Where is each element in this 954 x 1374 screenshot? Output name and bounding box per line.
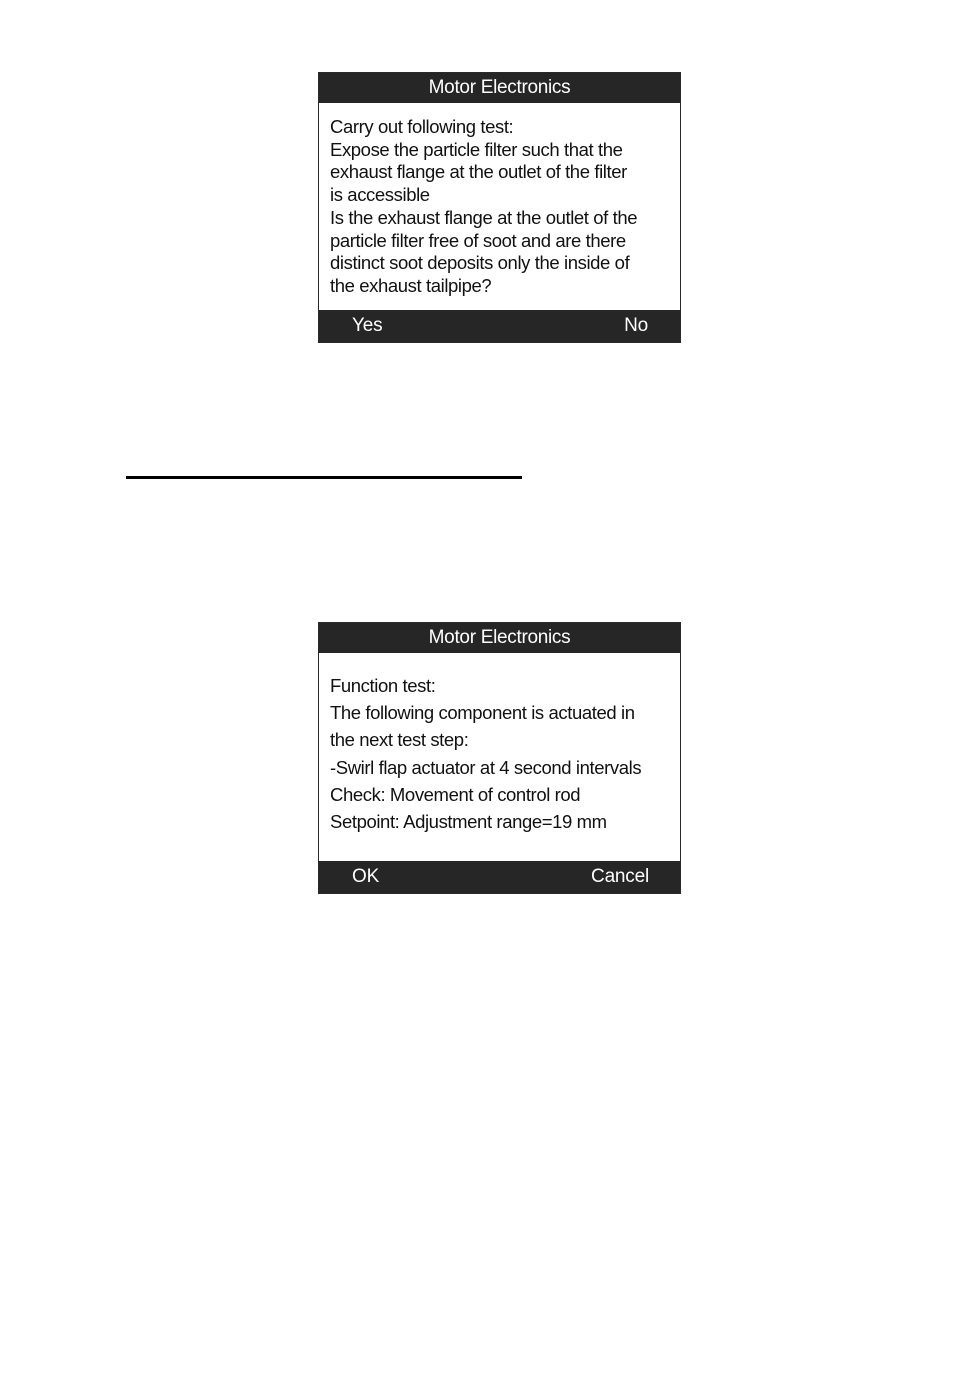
dialog-message xyxy=(319,653,680,861)
message-line: exhaust flange at the outlet of the filter xyxy=(330,161,627,183)
message-line: particle filter free of soot and are there xyxy=(330,229,626,251)
ok-button[interactable]: OK xyxy=(352,866,380,887)
no-button[interactable]: No xyxy=(624,315,648,336)
message-line: is accessible xyxy=(330,184,430,206)
cancel-button[interactable]: Cancel xyxy=(591,866,649,887)
message-line: Function test: xyxy=(330,675,436,696)
dialog-title: Motor Electronics xyxy=(319,623,680,653)
message-line: Expose the particle filter such that the xyxy=(330,138,623,160)
message-line: the next test step: xyxy=(330,729,469,751)
dialog-soot-check xyxy=(318,72,681,343)
dialog-message xyxy=(319,103,680,310)
message-line: Is the exhaust flange at the outlet of the xyxy=(330,206,638,228)
dialog-title: Motor Electronics xyxy=(319,73,680,103)
message-line: distinct soot deposits only the inside of xyxy=(330,252,630,274)
message-line: The following component is actuated in xyxy=(330,702,635,724)
message-line: -Swirl flap actuator at 4 second intervals xyxy=(330,756,642,778)
section-divider xyxy=(126,476,522,479)
dialog-function-test xyxy=(318,622,681,894)
yes-button[interactable]: Yes xyxy=(352,315,383,336)
softkey-bar xyxy=(319,310,680,342)
message-line: Carry out following test: xyxy=(330,116,514,137)
softkey-bar xyxy=(319,861,680,893)
message-line: the exhaust tailpipe? xyxy=(330,274,492,296)
message-line: Setpoint: Adjustment range=19 mm xyxy=(330,811,607,833)
message-line: Check: Movement of control rod xyxy=(330,783,581,805)
